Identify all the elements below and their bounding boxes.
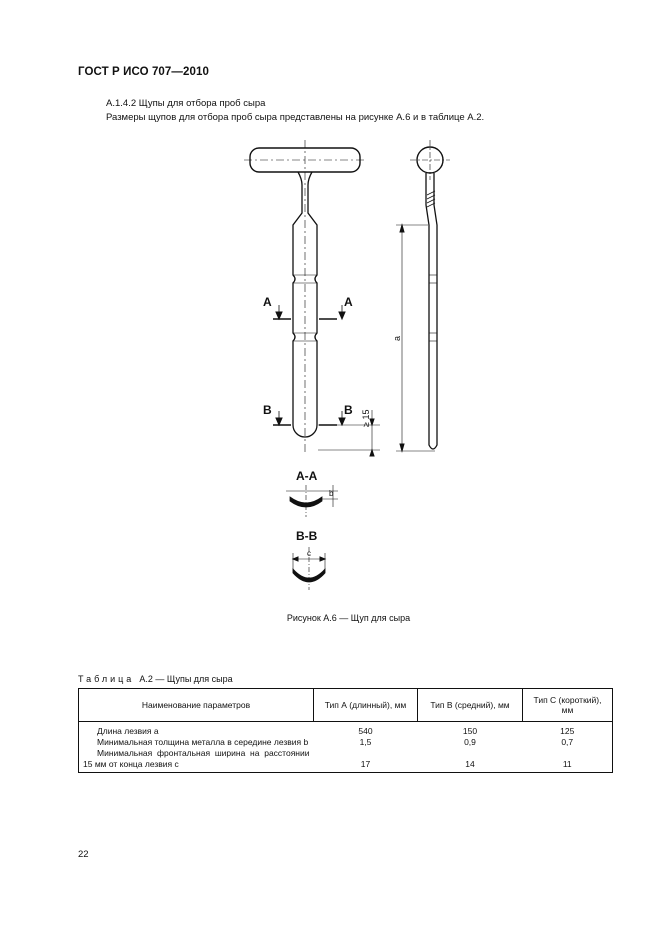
table-title-rest: А.2 — Щупы для сыра xyxy=(139,674,233,684)
section-b-left-label: B xyxy=(263,403,272,417)
document-header: ГОСТ Р ИСО 707—2010 xyxy=(78,66,210,78)
dimension-b-label: b xyxy=(329,489,334,498)
section-a-left-label: A xyxy=(263,295,272,309)
section-b-right-label: B xyxy=(344,403,353,417)
table-title-prefix: Таблица xyxy=(78,674,135,684)
dimension-15-label: ≥ 15 xyxy=(361,409,371,427)
row-value-type-a: 17 xyxy=(314,748,418,773)
table-title xyxy=(78,674,233,684)
row-value-type-c: 11 xyxy=(523,748,613,773)
row-name: Длина лезвия a xyxy=(79,722,314,738)
table-row xyxy=(79,737,613,748)
table-row xyxy=(79,748,613,773)
side-view-blade xyxy=(426,173,437,449)
row-value-type-b: 150 xyxy=(462,726,478,736)
row-value-type-b: 0,9 xyxy=(464,737,476,747)
page-number: 22 xyxy=(78,849,89,860)
cheese-trier-drawing xyxy=(230,135,470,595)
header-parameter-name: Наименование параметров xyxy=(79,689,314,722)
dimension-c-label: c xyxy=(307,549,311,558)
dimension-a-label: a xyxy=(392,335,402,341)
section-bb-title: B-B xyxy=(296,529,318,543)
header-type-b: Тип В (средний), мм xyxy=(418,689,523,722)
row-name: Минимальная фронтальная ширина на расстоянии 15 мм от конца лезвия c xyxy=(79,748,314,773)
header-type-a: Тип А (длинный), мм xyxy=(314,689,418,722)
figure-caption: Рисунок А.6 — Щуп для сыра xyxy=(286,613,411,623)
clause-title: А.1.4.2 Щупы для отбора проб сыра xyxy=(106,98,266,109)
section-a-right-label: A xyxy=(344,295,353,309)
row-name: Минимальная толщина металла в середине лезвия b xyxy=(79,737,314,748)
parameters-table xyxy=(78,688,613,773)
row-value-type-b: 14 xyxy=(418,748,523,773)
clause-text: Размеры щупов для отбора проб сыра представлены на рисунке А.6 и в таблице А.2. xyxy=(106,112,485,123)
section-aa-title: A-A xyxy=(296,469,318,483)
table-row xyxy=(79,722,613,738)
row-value-type-a: 540 xyxy=(358,726,373,736)
row-value-type-c: 125 xyxy=(523,722,613,738)
row-value-type-c: 0,7 xyxy=(523,737,613,748)
row-value-type-a: 1,5 xyxy=(359,737,372,747)
header-type-c: Тип С (короткий), мм xyxy=(523,689,613,722)
table-header-row xyxy=(79,689,613,722)
